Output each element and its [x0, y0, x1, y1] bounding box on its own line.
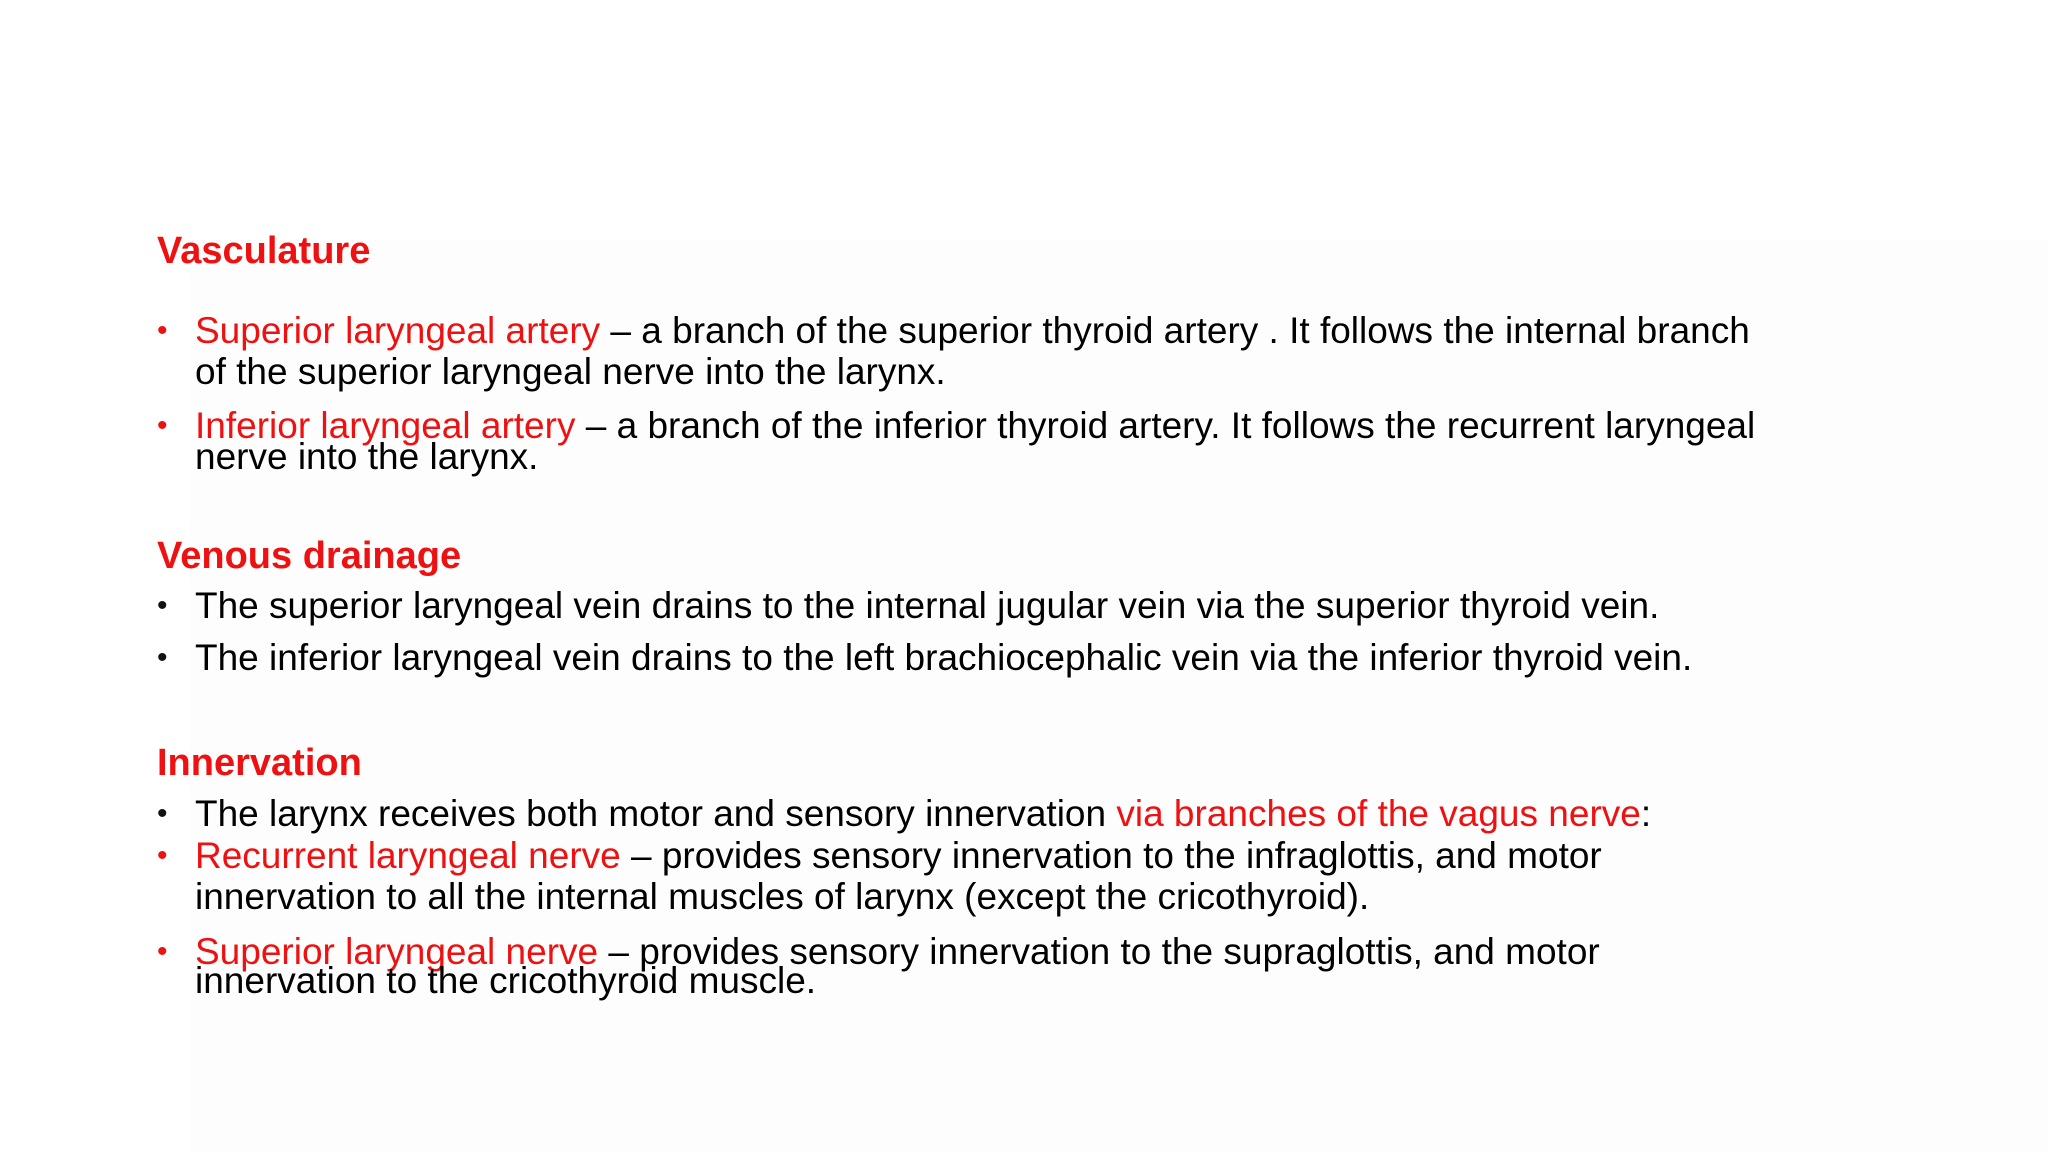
item-highlight: Recurrent laryngeal nerve	[195, 835, 621, 876]
bullet-icon: •	[157, 314, 168, 347]
item-continuation: of the superior laryngeal nerve into the larynx.	[195, 351, 946, 392]
item-continuation: innervation to the cricothyroid muscle.	[195, 960, 817, 1001]
item-line	[195, 835, 1935, 876]
venous-drainage-section	[157, 533, 1897, 678]
bullet-icon: •	[157, 935, 168, 968]
item-continuation: nerve into the larynx.	[195, 436, 539, 477]
item-continuation: innervation to all the internal muscles of larynx (except the cricothyroid).	[195, 876, 1370, 917]
item-highlight: Superior laryngeal nerve	[195, 931, 599, 972]
venous-drainage-heading: Venous drainage	[157, 535, 462, 577]
item-text: The larynx receives both motor and sensory innervation	[195, 793, 1117, 834]
bullet-icon: •	[157, 409, 168, 442]
list-item	[157, 931, 1935, 1001]
item-text: The inferior laryngeal vein drains to the left brachiocephalic vein via the inferior thyroid vein.	[195, 637, 1693, 678]
list-item	[157, 835, 1935, 917]
item-text: – a branch of the superior thyroid artery . It follows the internal branch	[600, 310, 1750, 351]
item-highlight: Inferior laryngeal artery	[195, 405, 576, 446]
item-highlight: Superior laryngeal artery	[195, 310, 601, 351]
item-end: :	[1640, 793, 1652, 834]
vasculature-section	[157, 228, 1897, 477]
item-text: – provides sensory innervation to the infraglottis, and motor	[620, 835, 1602, 876]
innervation-heading: Innervation	[157, 742, 362, 784]
item-highlight: via branches of the vagus nerve	[1116, 793, 1641, 834]
item-line	[195, 793, 1935, 834]
item-text: – a branch of the inferior thyroid artery. It follows the recurrent laryngeal	[575, 405, 1756, 446]
bullet-icon: •	[157, 797, 168, 830]
innervation-section	[157, 740, 1897, 1001]
list-item	[157, 793, 1935, 834]
item-line	[195, 310, 1935, 351]
list-item	[157, 585, 1935, 626]
bullet-icon: •	[157, 641, 168, 674]
item-text: The superior laryngeal vein drains to the internal jugular vein via the superior thyroid vein.	[195, 585, 1660, 626]
bullet-icon: •	[157, 839, 168, 872]
bullet-icon: •	[157, 589, 168, 622]
list-item	[157, 637, 1935, 678]
vasculature-heading: Vasculature	[157, 230, 371, 272]
item-text: – provides sensory innervation to the supraglottis, and motor	[598, 931, 1600, 972]
list-item	[157, 310, 1935, 392]
list-item	[157, 405, 1935, 477]
